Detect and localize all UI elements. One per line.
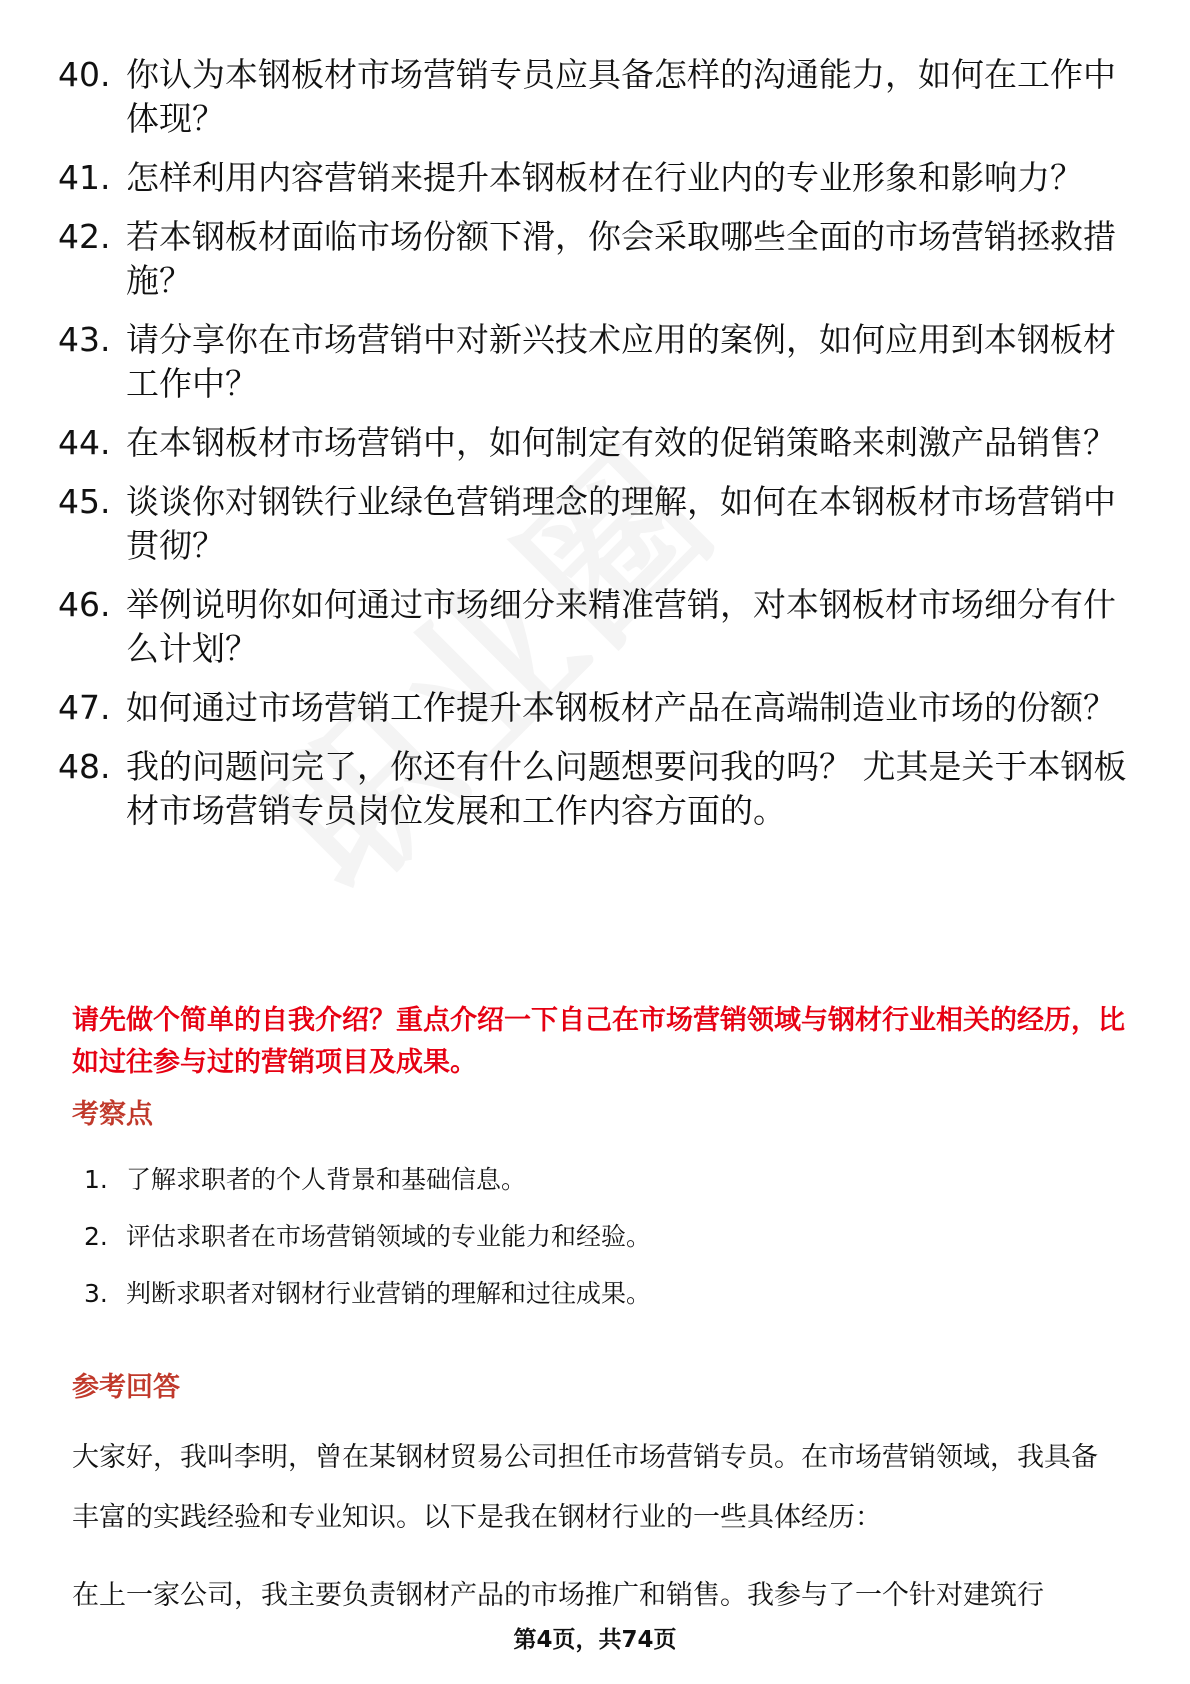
point-item xyxy=(84,1220,1084,1254)
question-item xyxy=(58,53,1138,141)
answer-paragraph: 大家好，我叫李明，曾在某钢材贸易公司担任市场营销专员。在市场营销领域，我具备丰富的实践经验和专业知识。以下是我在钢材行业的一些具体经历： xyxy=(72,1442,1098,1533)
question-item xyxy=(58,686,1138,730)
question-number: 46. xyxy=(58,585,111,624)
question-item xyxy=(58,215,1138,303)
point-item xyxy=(84,1163,1084,1197)
point-text: 判断求职者对钢材行业营销的理解和过往成果。 xyxy=(126,1279,652,1308)
point-text: 评估求职者在市场营销领域的专业能力和经验。 xyxy=(126,1222,652,1251)
question-text: 举例说明你如何通过市场细分来精准营销，对本钢板材市场细分有什么计划？ xyxy=(126,585,1116,668)
question-item xyxy=(58,421,1138,465)
question-text: 若本钢板材面临市场份额下滑，你会采取哪些全面的市场营销拯救措施？ xyxy=(126,217,1116,300)
question-text: 怎样利用内容营销来提升本钢板材在行业内的专业形象和影响力？ xyxy=(126,158,1083,197)
question-number: 40. xyxy=(58,55,111,94)
points-heading-label: 考察点 xyxy=(72,1099,153,1130)
question-item xyxy=(58,318,1138,406)
question-text: 请分享你在市场营销中对新兴技术应用的案例，如何应用到本钢板材工作中？ xyxy=(126,320,1116,403)
point-text: 了解求职者的个人背景和基础信息。 xyxy=(126,1165,527,1194)
question-number: 41. xyxy=(58,158,111,197)
question-item xyxy=(58,745,1138,833)
point-item xyxy=(84,1277,1084,1311)
question-number: 45. xyxy=(58,482,111,521)
question-item xyxy=(58,480,1138,568)
question-number: 44. xyxy=(58,423,111,462)
answer-paragraph: 在上一家公司，我主要负责钢材产品的市场推广和销售。我参与了一个针对建筑行 xyxy=(72,1580,1044,1611)
featured-question: 请先做个简单的自我介绍？重点介绍一下自己在市场营销领域与钢材行业相关的经历，比如过往参与过的营销项目及成果。 xyxy=(72,1005,1125,1078)
question-number: 43. xyxy=(58,320,111,359)
point-number: 2. xyxy=(84,1222,108,1251)
question-text: 如何通过市场营销工作提升本钢板材产品在高端制造业市场的份额？ xyxy=(126,688,1116,727)
question-text: 谈谈你对钢铁行业绿色营销理念的理解，如何在本钢板材市场营销中贯彻？ xyxy=(126,482,1116,565)
question-text: 在本钢板材市场营销中，如何制定有效的促销策略来刺激产品销售？ xyxy=(126,423,1116,462)
points-list xyxy=(84,1163,1084,1334)
question-number: 48. xyxy=(58,747,111,786)
question-number: 47. xyxy=(58,688,111,727)
question-list xyxy=(58,53,1138,848)
answer-heading: 参考回答 xyxy=(72,1372,180,1403)
question-item xyxy=(58,583,1138,671)
question-number: 42. xyxy=(58,217,111,256)
page-footer: 第4页，共74页 xyxy=(513,1627,677,1653)
point-number: 3. xyxy=(84,1279,108,1308)
question-text: 你认为本钢板材市场营销专员应具备怎样的沟通能力，如何在工作中体现？ xyxy=(126,55,1116,138)
point-number: 1. xyxy=(84,1165,108,1194)
question-item xyxy=(58,156,1138,200)
question-text: 我的问题问完了，你还有什么问题想要问我的吗？ 尤其是关于本钢板材市场营销专员岗位发展和工作内容方面的。 xyxy=(126,747,1127,830)
